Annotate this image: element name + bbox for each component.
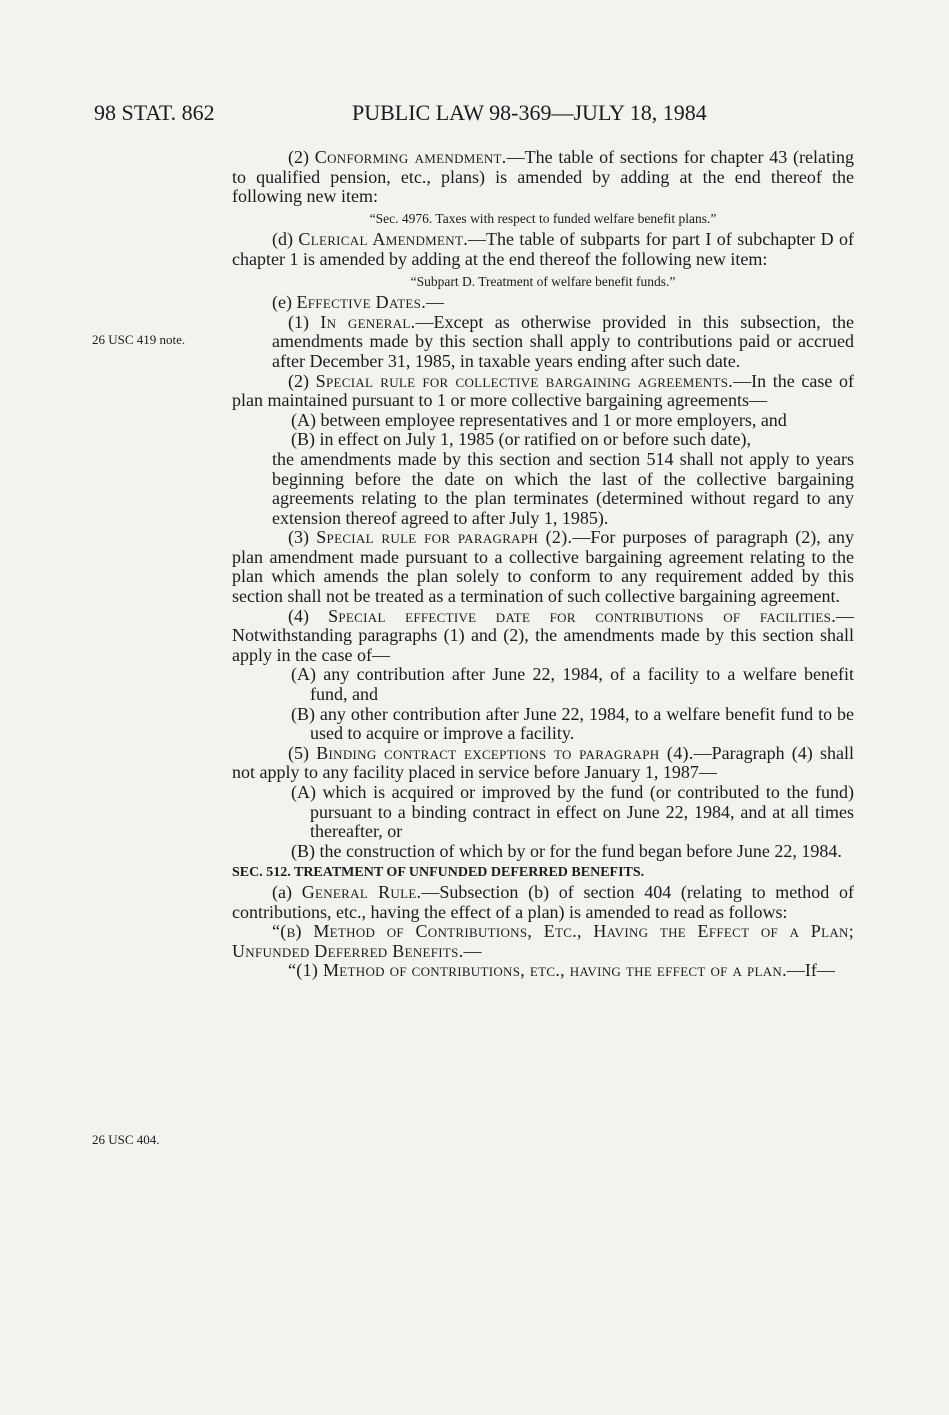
paragraph-2-tail: the amendments made by this section and section 514 shall not apply to years beginning before the date on which the last of the collective bargaining agreements relating to the plan terminates (determined without regard to any extension thereof agreed to after July 1, 1985). bbox=[272, 448, 854, 528]
clause-4a: (A) any contribution after June 22, 1984, of a facility to a welfare benefit fund, and bbox=[291, 664, 854, 705]
clause-5a: (A) which is acquired or improved by the fund (or contributed to the fund) pursuant to a binding contract in effect on June 22, 1984, and at all times thereafter, or bbox=[291, 782, 854, 842]
margin-note-usc-419: 26 USC 419 note. bbox=[92, 332, 186, 347]
new-item-subpart-d: “Subpart D. Treatment of welfare benefit funds.” bbox=[410, 273, 676, 289]
paragraph-b-method-of-contributions: “(b) Method of Contributions, Etc., Having the Effect of a Plan; Unfunded Deferred Benefits.— bbox=[232, 921, 854, 961]
paragraph-clerical-amendment: (d) Clerical Amendment.—The table of subparts for part I of subchapter D of chapter 1 is amended by adding at the end thereof the following new item: bbox=[232, 229, 854, 269]
paragraph-special-rule-para-2: (3) Special rule for paragraph (2).—For purposes of paragraph (2), any plan amendment made pursuant to a collective bargaining agreement relating to the plan which amends the plan solely to conform to any requirement added by this section shall not be treated as a termination of such collective bargaining agreement. bbox=[232, 527, 854, 607]
clause-2a: (A) between employee representatives and 1 or more employers, and bbox=[291, 409, 787, 430]
paragraph-conforming-amendment: (2) Conforming amendment.—The table of sections for chapter 43 (relating to qualified pension, etc., plans) is amended by adding at the end thereof the following new item: bbox=[232, 147, 854, 207]
paragraph-binding-contract-exceptions: (5) Binding contract exceptions to paragraph (4).—Paragraph (4) shall not apply to any facility placed in service before January 1, 1987— bbox=[232, 742, 854, 783]
paragraph-1-method-of-contributions: “(1) Method of contributions, etc., having the effect of a plan.—If— bbox=[288, 960, 835, 981]
new-item-sec-4976: “Sec. 4976. Taxes with respect to funded welfare benefit plans.” bbox=[369, 210, 717, 226]
margin-note-usc-404: 26 USC 404. bbox=[92, 1132, 160, 1147]
section-512-heading: SEC. 512. TREATMENT OF UNFUNDED DEFERRED BENEFITS. bbox=[232, 865, 645, 881]
paragraph-special-rule-cba: (2) Special rule for collective bargaining agreements.—In the case of plan maintained pursuant to 1 or more collective bargaining agreements— bbox=[232, 370, 855, 411]
paragraph-in-general: (1) In general.—Except as otherwise provided in this subsection, the amendments made by this section shall apply to contributions paid or accrued after December 31, 1985, in taxable years ending after such date. bbox=[272, 311, 854, 371]
clause-4b: (B) any other contribution after June 22, 1984, to a welfare benefit fund to be used to acquire or improve a facility. bbox=[291, 703, 854, 744]
paragraph-special-effective-date-facilities: (4) Special effective date for contributions of facilities.—Notwithstanding paragraphs (1) and (2), the amendments made by this section shall apply in the case of— bbox=[232, 605, 854, 665]
document-body bbox=[232, 148, 854, 981]
clause-5b: (B) the construction of which by or for the fund began before June 22, 1984. bbox=[291, 840, 842, 861]
paragraph-effective-dates: (e) Effective Dates.— bbox=[272, 292, 445, 313]
paragraph-general-rule: (a) General Rule.—Subsection (b) of section 404 (relating to method of contributions, etc., having the effect of a plan) is amended to read as follows: bbox=[232, 881, 855, 922]
clause-2b: (B) in effect on July 1, 1985 (or ratified on or before such date), bbox=[291, 429, 752, 450]
statute-page-reference: 98 STAT. 862 bbox=[94, 100, 215, 125]
running-title: PUBLIC LAW 98-369—JULY 18, 1984 bbox=[352, 100, 707, 125]
